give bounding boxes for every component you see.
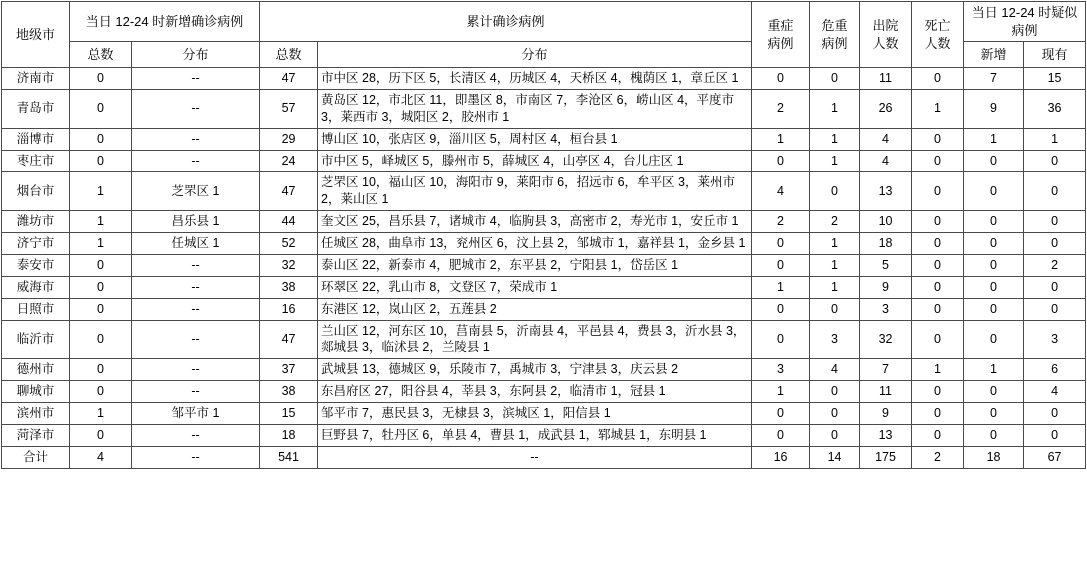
cell-cum-total: 24: [260, 150, 318, 172]
header-new-total: 总数: [70, 42, 132, 68]
cell-suspect-new: 0: [964, 211, 1024, 233]
cell-discharged: 3: [860, 298, 912, 320]
cell-cum-dist: 东昌府区 27，阳谷县 4，莘县 3，东阿县 2，临清市 1，冠县 1: [318, 381, 752, 403]
cell-severe: 1: [752, 276, 810, 298]
header-suspected-group: 当日 12-24 时疑似病例: [964, 2, 1086, 42]
header-cumulative-group: 累计确诊病例: [260, 2, 752, 42]
cell-new-total: 0: [70, 320, 132, 359]
cell-suspect-current: 6: [1024, 359, 1086, 381]
header-discharged-line2: 人数: [872, 35, 899, 51]
cell-cum-total: 38: [260, 381, 318, 403]
cell-city: 淄博市: [2, 128, 70, 150]
cell-new-dist: 昌乐县 1: [132, 211, 260, 233]
table-row: [2, 276, 1086, 298]
cell-new-total: 1: [70, 172, 132, 211]
cell-critical: 0: [810, 381, 860, 403]
cell-suspect-new: 0: [964, 424, 1024, 446]
header-new-confirmed-group: 当日 12-24 时新增确诊病例: [70, 2, 260, 42]
cell-severe: 0: [752, 424, 810, 446]
cell-death: 0: [912, 233, 964, 255]
cell-new-dist: --: [132, 89, 260, 128]
cell-total-label: 合计: [2, 446, 70, 468]
cell-suspect-new: 0: [964, 403, 1024, 425]
header-death-line1: 死亡: [924, 18, 951, 33]
cell-cum-dist: 市中区 5，峄城区 5，滕州市 5，薛城区 4，山亭区 4，台儿庄区 1: [318, 150, 752, 172]
cell-cum-total: 47: [260, 68, 318, 90]
cell-suspect-new: 0: [964, 320, 1024, 359]
cell-cum-total: 57: [260, 89, 318, 128]
cell-cum-dist: 博山区 10，张店区 9，淄川区 5，周村区 4，桓台县 1: [318, 128, 752, 150]
cell-suspect-current: 4: [1024, 381, 1086, 403]
cell-cum-total: 47: [260, 320, 318, 359]
header-critical-line2: 病例: [821, 35, 848, 51]
cell-discharged: 7: [860, 359, 912, 381]
cell-suspect-current: 2: [1024, 254, 1086, 276]
cell-discharged: 9: [860, 276, 912, 298]
epidemic-table-sheet: [0, 1, 1087, 586]
cell-discharged: 9: [860, 403, 912, 425]
cell-new-dist: --: [132, 254, 260, 276]
cell-discharged: 13: [860, 424, 912, 446]
cell-cum-dist: 东港区 12，岚山区 2，五莲县 2: [318, 298, 752, 320]
cell-critical: 4: [810, 359, 860, 381]
cell-death: 1: [912, 359, 964, 381]
cell-severe: 0: [752, 403, 810, 425]
cell-city: 菏泽市: [2, 424, 70, 446]
cell-new-total: 0: [70, 276, 132, 298]
cell-death: 0: [912, 276, 964, 298]
table-row: [2, 68, 1086, 90]
cell-suspect-current: 1: [1024, 128, 1086, 150]
cell-death: 0: [912, 403, 964, 425]
cell-city: 聊城市: [2, 381, 70, 403]
header-death: [912, 2, 964, 68]
cell-city: 临沂市: [2, 320, 70, 359]
cell-new-dist: --: [132, 381, 260, 403]
cell-severe: 0: [752, 150, 810, 172]
cell-critical: 0: [810, 172, 860, 211]
cell-suspect-current: 15: [1024, 68, 1086, 90]
cell-death: 0: [912, 424, 964, 446]
header-discharged: [860, 2, 912, 68]
cell-cum-dist: 市中区 28，历下区 5，长清区 4，历城区 4，天桥区 4，槐荫区 1，章丘区 1: [318, 68, 752, 90]
cell-suspect-new: 0: [964, 276, 1024, 298]
cell-cum-total: 32: [260, 254, 318, 276]
cell-cum-total: 52: [260, 233, 318, 255]
table-row: [2, 89, 1086, 128]
cell-new-dist: --: [132, 359, 260, 381]
cell-city: 济宁市: [2, 233, 70, 255]
cell-suspect-current: 0: [1024, 233, 1086, 255]
cell-severe: 0: [752, 298, 810, 320]
cell-death: 1: [912, 89, 964, 128]
header-new-distribution: 分布: [132, 42, 260, 68]
cell-discharged: 4: [860, 128, 912, 150]
cell-total-new-dist: --: [132, 446, 260, 468]
cell-city: 烟台市: [2, 172, 70, 211]
cell-death: 0: [912, 150, 964, 172]
cell-cum-total: 38: [260, 276, 318, 298]
cell-death: 0: [912, 320, 964, 359]
cell-cum-dist: 黄岛区 12，市北区 11，即墨区 8，市南区 7，李沧区 6，崂山区 4，平度市 3，莱西市 3，城阳区 2，胶州市 1: [318, 89, 752, 128]
cell-discharged: 32: [860, 320, 912, 359]
cell-city: 济南市: [2, 68, 70, 90]
cell-discharged: 10: [860, 211, 912, 233]
cell-total-severe: 16: [752, 446, 810, 468]
cell-total-discharged: 175: [860, 446, 912, 468]
cell-suspect-current: 36: [1024, 89, 1086, 128]
cell-suspect-new: 9: [964, 89, 1024, 128]
cell-severe: 4: [752, 172, 810, 211]
header-row-top: [2, 2, 1086, 42]
header-suspect-new: 新增: [964, 42, 1024, 68]
table-row: [2, 211, 1086, 233]
header-cum-total: 总数: [260, 42, 318, 68]
cell-critical: 2: [810, 211, 860, 233]
cell-death: 0: [912, 254, 964, 276]
cell-new-total: 0: [70, 381, 132, 403]
cell-new-total: 1: [70, 403, 132, 425]
cell-discharged: 5: [860, 254, 912, 276]
table-row: [2, 128, 1086, 150]
table-row: [2, 403, 1086, 425]
cell-new-total: 0: [70, 359, 132, 381]
header-death-line2: 人数: [924, 35, 951, 51]
cell-severe: 0: [752, 233, 810, 255]
cell-severe: 0: [752, 68, 810, 90]
cell-critical: 0: [810, 424, 860, 446]
cell-cum-total: 29: [260, 128, 318, 150]
cell-city: 青岛市: [2, 89, 70, 128]
cell-critical: 1: [810, 128, 860, 150]
cell-suspect-current: 0: [1024, 211, 1086, 233]
cell-new-dist: --: [132, 298, 260, 320]
cell-cum-total: 47: [260, 172, 318, 211]
cell-critical: 3: [810, 320, 860, 359]
cell-cum-total: 16: [260, 298, 318, 320]
cell-death: 0: [912, 298, 964, 320]
cell-total-cum-total: 541: [260, 446, 318, 468]
cell-discharged: 26: [860, 89, 912, 128]
header-critical: [810, 2, 860, 68]
header-discharged-line1: 出院: [872, 18, 899, 33]
cell-new-total: 0: [70, 298, 132, 320]
cell-cum-total: 44: [260, 211, 318, 233]
cell-city: 德州市: [2, 359, 70, 381]
header-critical-line1: 危重: [821, 18, 848, 33]
cell-cum-dist: 环翠区 22，乳山市 8，文登区 7，荣成市 1: [318, 276, 752, 298]
cell-suspect-new: 0: [964, 298, 1024, 320]
cell-suspect-current: 0: [1024, 298, 1086, 320]
cell-new-dist: --: [132, 320, 260, 359]
table-row: [2, 424, 1086, 446]
cell-new-dist: --: [132, 276, 260, 298]
cell-suspect-current: 3: [1024, 320, 1086, 359]
cell-new-total: 0: [70, 128, 132, 150]
cell-cum-dist: 巨野县 7，牡丹区 6，单县 4，曹县 1，成武县 1，郓城县 1，东明县 1: [318, 424, 752, 446]
table-header: [2, 2, 1086, 68]
cell-discharged: 18: [860, 233, 912, 255]
table-row: [2, 359, 1086, 381]
cell-total-critical: 14: [810, 446, 860, 468]
cell-severe: 2: [752, 89, 810, 128]
cell-cum-dist: 泰山区 22，新泰市 4，肥城市 2，东平县 2，宁阳县 1，岱岳区 1: [318, 254, 752, 276]
cell-suspect-new: 0: [964, 254, 1024, 276]
cell-new-total: 0: [70, 89, 132, 128]
cell-city: 滨州市: [2, 403, 70, 425]
cell-critical: 0: [810, 68, 860, 90]
cell-severe: 2: [752, 211, 810, 233]
cell-cum-dist: 任城区 28，曲阜市 13，兖州区 6，汶上县 2，邹城市 1，嘉祥县 1，金乡县 1: [318, 233, 752, 255]
cell-new-total: 0: [70, 254, 132, 276]
cell-total-cum-dist: --: [318, 446, 752, 468]
table-row: [2, 233, 1086, 255]
cell-new-total: 1: [70, 211, 132, 233]
cell-suspect-new: 0: [964, 381, 1024, 403]
cell-city: 枣庄市: [2, 150, 70, 172]
cell-suspect-new: 1: [964, 359, 1024, 381]
cell-new-dist: 邹平市 1: [132, 403, 260, 425]
cell-cum-total: 18: [260, 424, 318, 446]
cell-suspect-new: 1: [964, 128, 1024, 150]
cell-suspect-current: 0: [1024, 150, 1086, 172]
cell-new-total: 0: [70, 68, 132, 90]
cell-severe: 3: [752, 359, 810, 381]
cell-new-dist: --: [132, 424, 260, 446]
cell-total-suspect-current: 67: [1024, 446, 1086, 468]
cell-critical: 1: [810, 276, 860, 298]
cell-total-death: 2: [912, 446, 964, 468]
cell-cum-dist: 武城县 13，德城区 9，乐陵市 7，禹城市 3，宁津县 3，庆云县 2: [318, 359, 752, 381]
cell-new-total: 0: [70, 424, 132, 446]
header-severe-line2: 病例: [767, 35, 794, 51]
cell-new-dist: --: [132, 128, 260, 150]
cell-severe: 1: [752, 381, 810, 403]
cell-suspect-current: 0: [1024, 172, 1086, 211]
table-total-row: [2, 446, 1086, 468]
cell-cum-total: 15: [260, 403, 318, 425]
table-row: [2, 150, 1086, 172]
table-body: [2, 68, 1086, 469]
cell-total-new-total: 4: [70, 446, 132, 468]
cell-severe: 0: [752, 320, 810, 359]
cell-discharged: 11: [860, 381, 912, 403]
table-row: [2, 172, 1086, 211]
cell-new-dist: --: [132, 150, 260, 172]
cell-critical: 1: [810, 150, 860, 172]
header-cum-distribution: 分布: [318, 42, 752, 68]
cell-severe: 1: [752, 128, 810, 150]
cell-discharged: 13: [860, 172, 912, 211]
header-suspect-current: 现有: [1024, 42, 1086, 68]
cell-cum-dist: 奎文区 25，昌乐县 7，诸城市 4，临朐县 3，高密市 2，寿光市 1，安丘市 1: [318, 211, 752, 233]
table-row: [2, 381, 1086, 403]
cell-city: 威海市: [2, 276, 70, 298]
cell-suspect-current: 0: [1024, 276, 1086, 298]
cell-cum-dist: 芝罘区 10，福山区 10，海阳市 9，莱阳市 6，招远市 6，牟平区 3，莱州市 2，莱山区 1: [318, 172, 752, 211]
cell-critical: 1: [810, 254, 860, 276]
cell-suspect-current: 0: [1024, 424, 1086, 446]
cell-critical: 1: [810, 89, 860, 128]
table-row: [2, 254, 1086, 276]
cell-death: 0: [912, 68, 964, 90]
cell-death: 0: [912, 211, 964, 233]
cell-new-dist: 芝罘区 1: [132, 172, 260, 211]
table-row: [2, 298, 1086, 320]
header-severe-line1: 重症: [767, 18, 794, 33]
cell-cum-total: 37: [260, 359, 318, 381]
epidemic-data-table: [1, 1, 1086, 469]
cell-discharged: 11: [860, 68, 912, 90]
cell-critical: 0: [810, 298, 860, 320]
cell-city: 日照市: [2, 298, 70, 320]
cell-suspect-new: 0: [964, 233, 1024, 255]
cell-new-dist: 任城区 1: [132, 233, 260, 255]
cell-death: 0: [912, 172, 964, 211]
cell-new-total: 1: [70, 233, 132, 255]
cell-suspect-new: 0: [964, 172, 1024, 211]
cell-discharged: 4: [860, 150, 912, 172]
cell-suspect-new: 7: [964, 68, 1024, 90]
cell-suspect-current: 0: [1024, 403, 1086, 425]
cell-cum-dist: 邹平市 7，惠民县 3，无棣县 3，滨城区 1，阳信县 1: [318, 403, 752, 425]
table-row: [2, 320, 1086, 359]
header-city: 地级市: [2, 2, 70, 68]
cell-death: 0: [912, 381, 964, 403]
cell-critical: 0: [810, 403, 860, 425]
cell-suspect-new: 0: [964, 150, 1024, 172]
cell-city: 泰安市: [2, 254, 70, 276]
cell-city: 潍坊市: [2, 211, 70, 233]
cell-new-total: 0: [70, 150, 132, 172]
cell-severe: 0: [752, 254, 810, 276]
cell-total-suspect-new: 18: [964, 446, 1024, 468]
header-severe: [752, 2, 810, 68]
cell-new-dist: --: [132, 68, 260, 90]
cell-critical: 1: [810, 233, 860, 255]
cell-death: 0: [912, 128, 964, 150]
cell-cum-dist: 兰山区 12，河东区 10，莒南县 5，沂南县 4，平邑县 4，费县 3，沂水县 3，郯城县 3，临沭县 2，兰陵县 1: [318, 320, 752, 359]
